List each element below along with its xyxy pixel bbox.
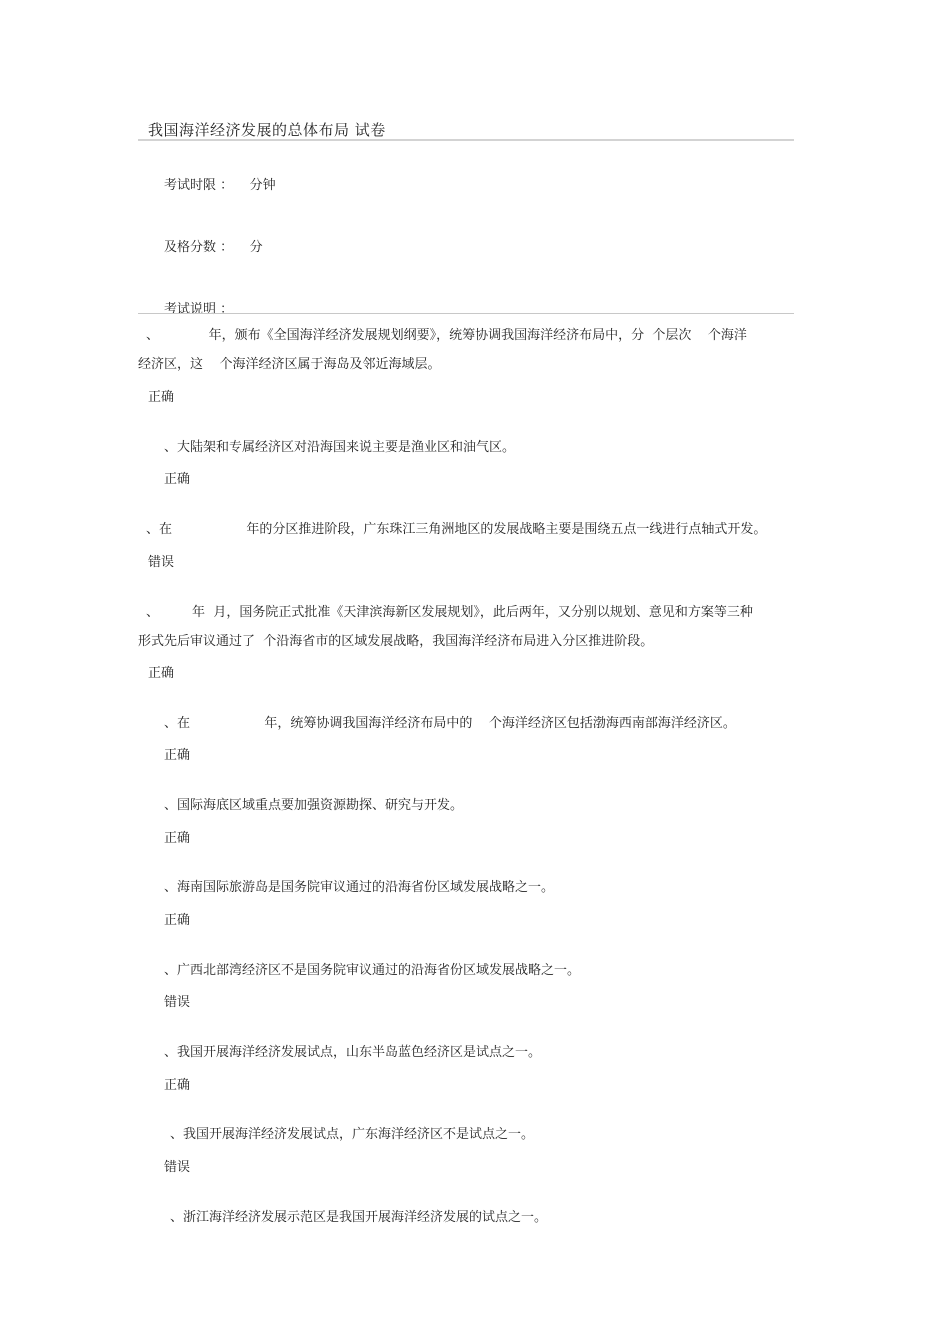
question-1-line-1: 、 年，颁布《全国海洋经济发展规划纲要》，统筹协调我国海洋经济布局中，分 个层次 个海洋 [146, 328, 747, 343]
title-divider [138, 139, 794, 141]
time-limit: 考试时限 ： 分钟 [164, 178, 276, 193]
exam-title: 我国海洋经济发展的总体布局 试卷 [148, 121, 386, 139]
question-3-answer: 错误 [148, 555, 175, 570]
question-10-answer: 错误 [164, 1160, 191, 1175]
question-2-text: 、大陆架和专属经济区对沿海国来说主要是渔业区和油气区。 [164, 440, 516, 455]
question-6-text: 、国际海底区域重点要加强资源勘探、研究与开发。 [164, 798, 464, 813]
question-4-line-2: 形式先后审议通过了 个沿海省市的区域发展战略，我国海洋经济布局进入分区推进阶段。 [138, 634, 654, 649]
question-7-answer: 正确 [164, 913, 191, 928]
question-5-text: 、在 年，统筹协调我国海洋经济布局中的 个海洋经济区包括渤海西南部海洋经济区。 [164, 716, 736, 731]
question-4-answer: 正确 [148, 666, 175, 681]
question-3-text: 、在 年的分区推进阶段，广东珠江三角洲地区的发展战略主要是围绕五点一线进行点轴式开发。 [146, 522, 767, 537]
question-1-line-2: 经济区，这 个海洋经济区属于海岛及邻近海域层。 [138, 357, 441, 372]
exam-instructions: 考试说明 ： [164, 302, 234, 317]
question-10-text: 、我国开展海洋经济发展试点，广东海洋经济区不是试点之一。 [170, 1127, 535, 1142]
question-7-text: 、海南国际旅游岛是国务院审议通过的沿海省份区域发展战略之一。 [164, 880, 555, 895]
question-9-text: 、我国开展海洋经济发展试点，山东半岛蓝色经济区是试点之一。 [164, 1045, 542, 1060]
instructions-divider [138, 313, 794, 314]
question-2-answer: 正确 [164, 472, 191, 487]
question-11-text: 、浙江海洋经济发展示范区是我国开展海洋经济发展的试点之一。 [170, 1210, 548, 1225]
question-9-answer: 正确 [164, 1078, 191, 1093]
question-1-answer: 正确 [148, 390, 175, 405]
question-8-answer: 错误 [164, 995, 191, 1010]
question-5-answer: 正确 [164, 748, 191, 763]
question-4-line-1: 、 年 月，国务院正式批准《天津滨海新区发展规划》，此后两年，又分别以规划、意见和方案等三种 [146, 605, 753, 620]
question-6-answer: 正确 [164, 831, 191, 846]
pass-score: 及格分数 ： 分 [164, 240, 263, 255]
question-8-text: 、广西北部湾经济区不是国务院审议通过的沿海省份区域发展战略之一。 [164, 963, 581, 978]
